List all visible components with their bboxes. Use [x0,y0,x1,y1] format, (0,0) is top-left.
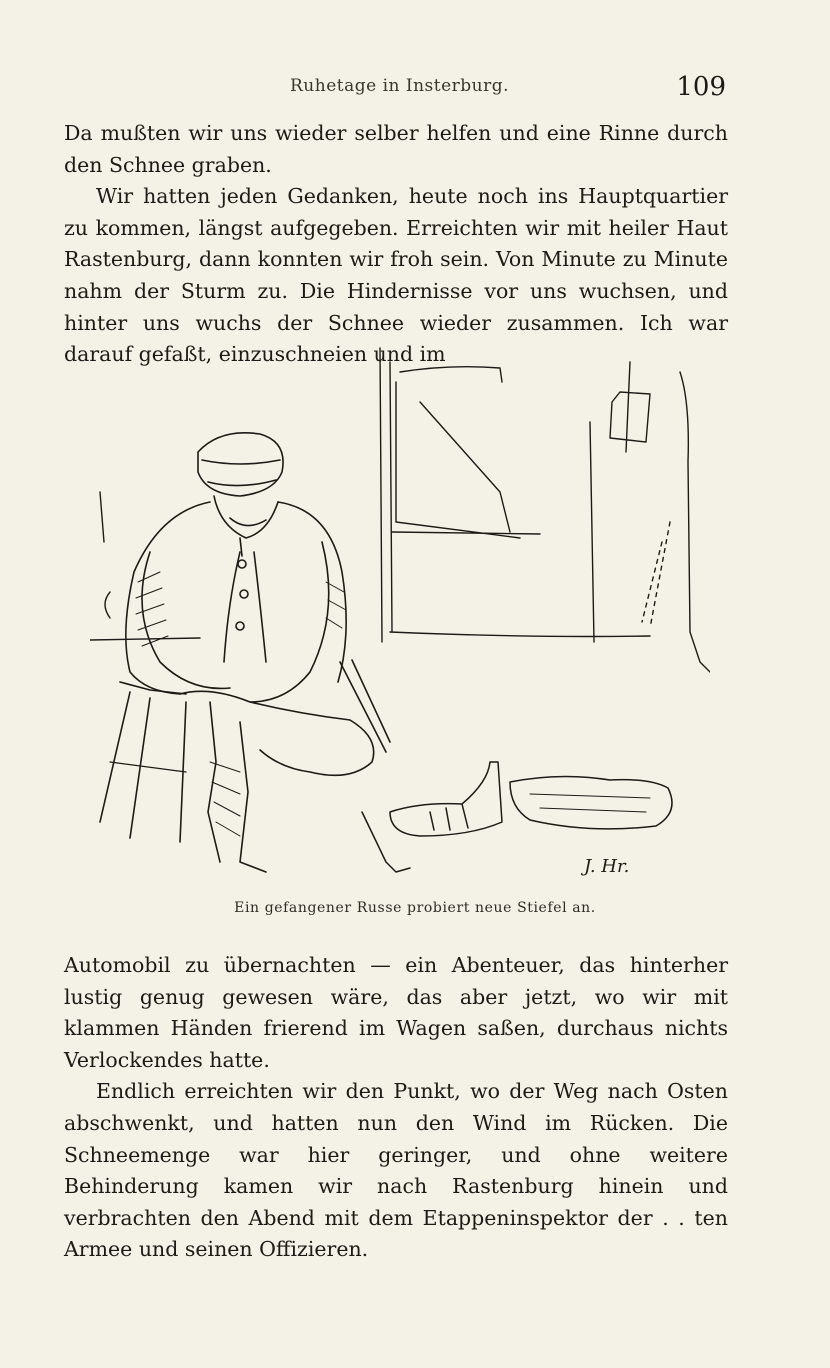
illustration [90,342,710,898]
bottom-text-block [64,950,728,1266]
artist-signature: J. Hr. [584,856,630,877]
sketch-prisoner-trying-boots [90,342,710,898]
paragraph: Endlich erreichten wir den Punkt, wo der Weg nach Osten abschwenkt, und hatten nun den Wind im Rücken. Die Schneemenge war hier geringer, und ohne weitere Behinderung kamen wir nach Rastenburg hinein und verbrachten den Abend mit dem Etappeninspektor der . . ten Armee und seinen Offizieren. [64,1079,728,1262]
paragraph: Da mußten wir uns wieder selber helfen und eine Rinne durch den Schnee graben. [64,121,728,177]
paragraph: Automobil zu übernachten — ein Abenteuer, das hinterher lustig genug gewesen wäre, das aber jetzt, wo wir mit klammen Händen frierend im Wagen saßen, durchaus nichts Verlockendes hatte. [64,953,728,1072]
seated-soldier-sketch [100,433,390,872]
window-frame-sketch [90,348,710,672]
running-title: Ruhetage in Insterburg. [290,76,510,96]
top-text-block [64,118,728,371]
page-number: 109 [676,72,726,102]
running-head [0,74,830,106]
paragraph: Wir hatten jeden Gedanken, heute noch ins Hauptquartier zu kommen, längst aufgegeben. Erreichten wir mit heiler Haut Rastenburg, dann konnten wir froh sein. Von Minute zu Minute nahm der Sturm zu. Die Hindernisse vor uns wuchsen, und hinter uns wuchs der Schnee wieder zusammen. Ich war darauf gefaßt, einzuschneien und im [64,184,728,367]
figure-caption: Ein gefangener Russe probiert neue Stiefel an. [234,900,596,916]
